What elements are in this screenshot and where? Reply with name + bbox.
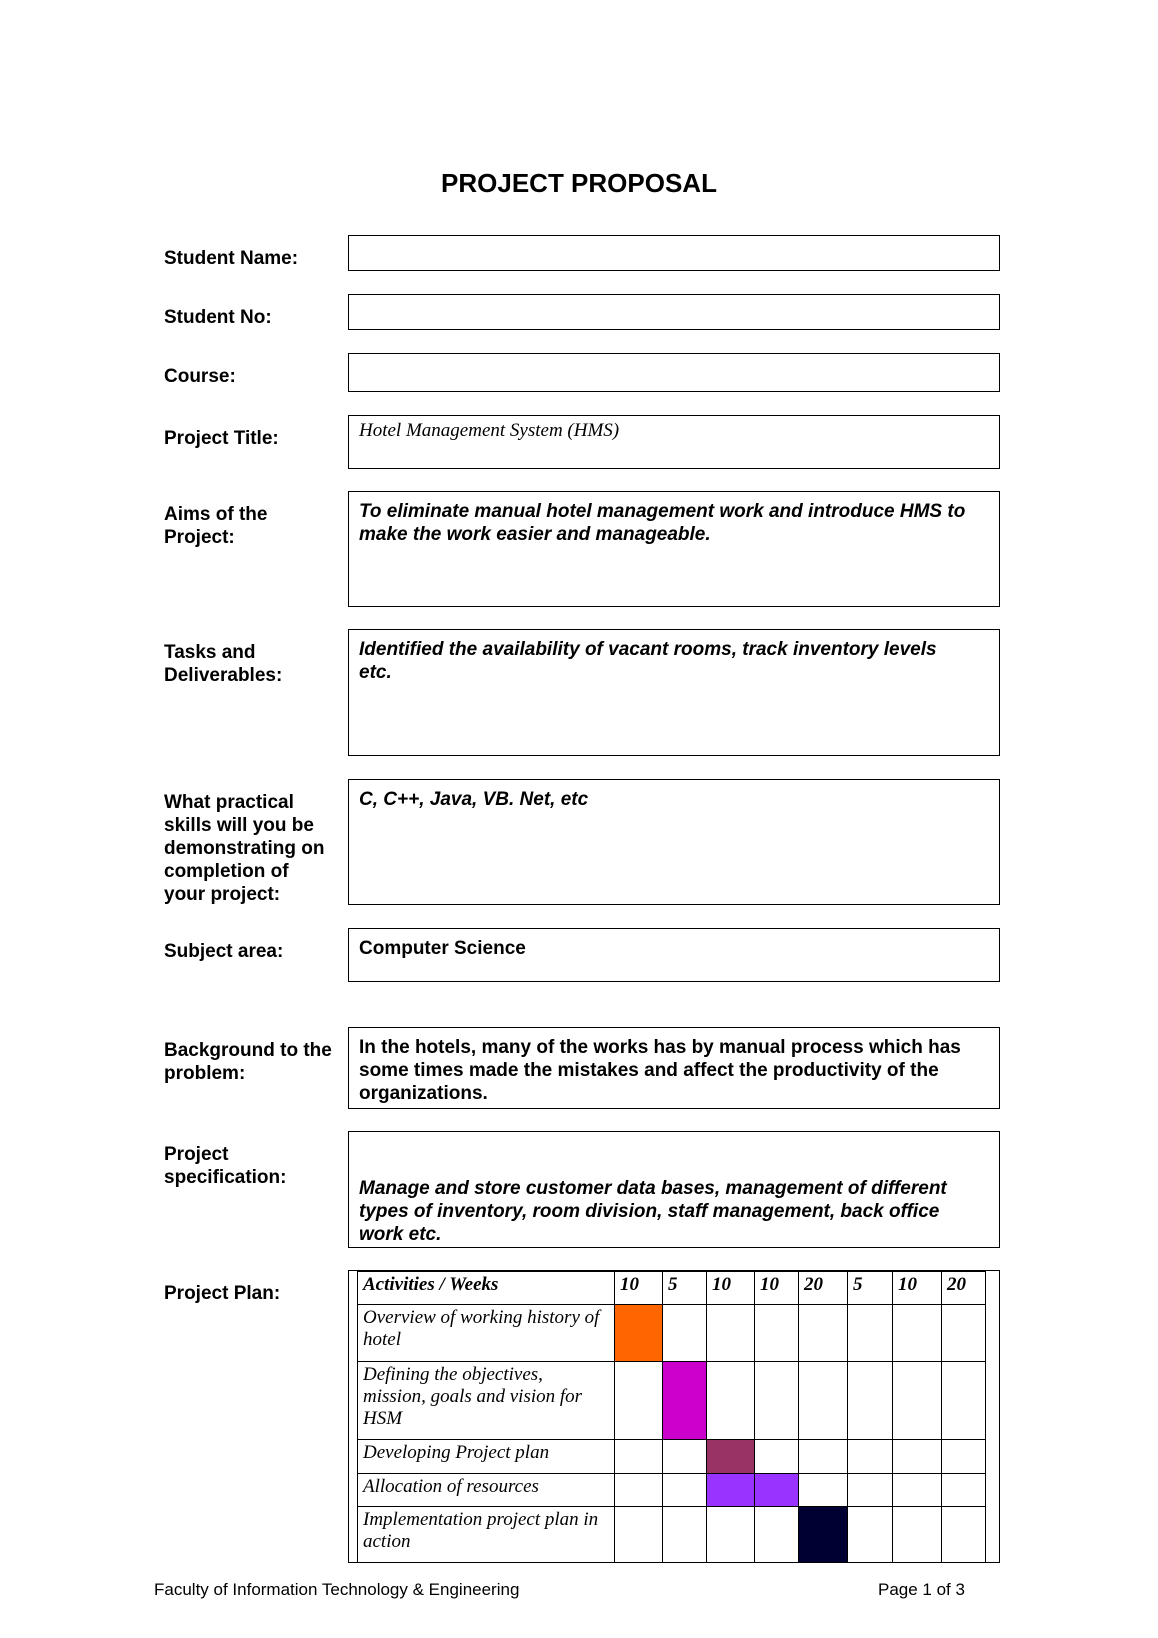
plan-header-activities: Activities / Weeks — [358, 1272, 615, 1305]
gantt-cell — [663, 1305, 707, 1362]
plan-row — [358, 1440, 986, 1474]
project-title-field[interactable] — [348, 415, 1000, 469]
plan-week-cell: 20 — [799, 1272, 848, 1305]
page-title: PROJECT PROPOSAL — [441, 168, 717, 198]
gantt-cell — [942, 1305, 986, 1362]
plan-row — [358, 1305, 986, 1362]
aims-value-line: make the work easier and manageable. — [359, 524, 711, 545]
plan-week-cell: 10 — [893, 1272, 942, 1305]
specification-label — [164, 1143, 344, 1189]
footer-page-number: Page 1 of 3 — [878, 1580, 965, 1599]
gantt-cell — [893, 1362, 942, 1440]
skills-label — [164, 791, 344, 906]
plan-row — [358, 1362, 986, 1440]
plan-row — [358, 1507, 986, 1563]
background-field[interactable] — [348, 1027, 1000, 1109]
footer-faculty: Faculty of Information Technology & Engineering — [154, 1580, 520, 1599]
subject-field[interactable] — [348, 928, 1000, 982]
gantt-cell — [707, 1305, 755, 1362]
plan-activity-line: hotel — [363, 1329, 401, 1350]
gantt-cell — [663, 1440, 707, 1474]
tasks-label-line: Deliverables: — [164, 665, 283, 686]
plan-activity: Allocation of resources — [358, 1474, 615, 1507]
course-field[interactable] — [348, 353, 1000, 392]
background-value-line: organizations. — [359, 1083, 488, 1104]
background-value-line: some times made the mistakes and affect the productivity of the — [359, 1060, 939, 1081]
student-no-label: Student No: — [164, 307, 272, 328]
plan-table — [357, 1271, 986, 1563]
plan-week-cell: 10 — [707, 1272, 755, 1305]
gantt-cell — [848, 1305, 893, 1362]
tasks-value-line: etc. — [359, 662, 392, 683]
plan-activity: Developing Project plan — [358, 1440, 615, 1474]
gantt-cell — [615, 1474, 663, 1507]
plan-label: Project Plan: — [164, 1283, 281, 1304]
plan-activity — [358, 1305, 615, 1362]
gantt-cell-filled — [615, 1305, 663, 1362]
tasks-value — [349, 630, 999, 692]
gantt-cell — [893, 1440, 942, 1474]
aims-label-line: Project: — [164, 527, 235, 548]
gantt-cell — [707, 1507, 755, 1563]
gantt-cell — [755, 1362, 799, 1440]
plan-activity-line: action — [363, 1531, 411, 1552]
plan-activity — [358, 1362, 615, 1440]
background-label-line: Background to the — [164, 1040, 332, 1061]
student-name-field[interactable] — [348, 235, 1000, 271]
background-label-line: problem: — [164, 1063, 246, 1084]
gantt-cell — [799, 1440, 848, 1474]
student-no-value — [349, 295, 999, 311]
specification-label-line: Project — [164, 1144, 229, 1165]
plan-week-cell: 10 — [755, 1272, 799, 1305]
gantt-cell — [615, 1507, 663, 1563]
gantt-cell — [942, 1440, 986, 1474]
gantt-cell — [848, 1440, 893, 1474]
tasks-label — [164, 641, 344, 687]
skills-label-line: completion of — [164, 861, 289, 882]
aims-value-line: To eliminate manual hotel management work and introduce HMS to — [359, 501, 966, 522]
skills-label-line: skills will you be — [164, 815, 314, 836]
student-no-field[interactable] — [348, 294, 1000, 330]
skills-label-line: your project: — [164, 884, 281, 905]
skills-field[interactable] — [348, 779, 1000, 905]
gantt-cell-filled — [755, 1474, 799, 1507]
plan-activity-line: Implementation project plan in — [363, 1509, 599, 1530]
gantt-cell — [799, 1474, 848, 1507]
gantt-cell — [663, 1507, 707, 1563]
background-value-line: In the hotels, many of the works has by manual process which has — [359, 1037, 961, 1058]
plan-container — [348, 1270, 1000, 1563]
background-label — [164, 1039, 344, 1085]
subject-label: Subject area: — [164, 941, 284, 962]
gantt-cell — [848, 1362, 893, 1440]
gantt-cell — [942, 1474, 986, 1507]
gantt-cell — [848, 1474, 893, 1507]
plan-activity-line: Defining the objectives, — [363, 1364, 543, 1385]
aims-value — [349, 492, 999, 554]
gantt-cell — [942, 1507, 986, 1563]
plan-row — [358, 1474, 986, 1507]
gantt-cell — [893, 1507, 942, 1563]
gantt-cell — [893, 1305, 942, 1362]
aims-label-line: Aims of the — [164, 504, 268, 525]
gantt-cell — [755, 1507, 799, 1563]
aims-label — [164, 503, 344, 549]
specification-value-line: Manage and store customer data bases, management of different — [359, 1178, 947, 1199]
specification-value-line: work etc. — [359, 1224, 442, 1245]
gantt-cell-filled — [707, 1474, 755, 1507]
skills-label-line: demonstrating on — [164, 838, 325, 859]
gantt-cell — [615, 1362, 663, 1440]
specification-label-line: specification: — [164, 1167, 287, 1188]
specification-value-line: types of inventory, room division, staff management, back office — [359, 1201, 940, 1222]
course-value — [349, 354, 999, 370]
project-title-label: Project Title: — [164, 428, 279, 449]
gantt-cell-filled — [799, 1507, 848, 1563]
subject-value: Computer Science — [359, 938, 526, 959]
gantt-cell — [799, 1362, 848, 1440]
gantt-cell — [848, 1507, 893, 1563]
tasks-field[interactable] — [348, 629, 1000, 756]
plan-week-cell: 5 — [663, 1272, 707, 1305]
plan-week-cell: 5 — [848, 1272, 893, 1305]
tasks-label-line: Tasks and — [164, 642, 256, 663]
gantt-cell — [755, 1305, 799, 1362]
skills-value: C, C++, Java, VB. Net, etc — [359, 789, 589, 810]
plan-activity-line: Overview of working history of — [363, 1307, 600, 1328]
plan-activity-line: mission, goals and vision for — [363, 1386, 583, 1407]
background-value — [349, 1028, 999, 1113]
plan-week-cell: 20 — [942, 1272, 986, 1305]
plan-activity-line: HSM — [363, 1408, 403, 1429]
student-name-label: Student Name: — [164, 248, 299, 269]
specification-value — [349, 1132, 999, 1254]
plan-week-cell: 10 — [615, 1272, 663, 1305]
gantt-cell — [755, 1440, 799, 1474]
gantt-cell — [893, 1474, 942, 1507]
gantt-cell-filled — [707, 1440, 755, 1474]
plan-activity — [358, 1507, 615, 1563]
gantt-cell — [799, 1305, 848, 1362]
course-label: Course: — [164, 366, 236, 387]
gantt-cell — [707, 1362, 755, 1440]
gantt-cell — [663, 1474, 707, 1507]
tasks-value-line: Identified the availability of vacant rooms, track inventory levels — [359, 639, 937, 660]
aims-field[interactable] — [348, 491, 1000, 607]
student-name-value — [349, 236, 999, 252]
gantt-cell — [615, 1440, 663, 1474]
project-title-value: Hotel Management System (HMS) — [359, 420, 620, 441]
specification-field[interactable] — [348, 1131, 1000, 1248]
gantt-cell-filled — [663, 1362, 707, 1440]
plan-header-row — [358, 1272, 986, 1305]
gantt-cell — [942, 1362, 986, 1440]
skills-label-line: What practical — [164, 792, 294, 813]
